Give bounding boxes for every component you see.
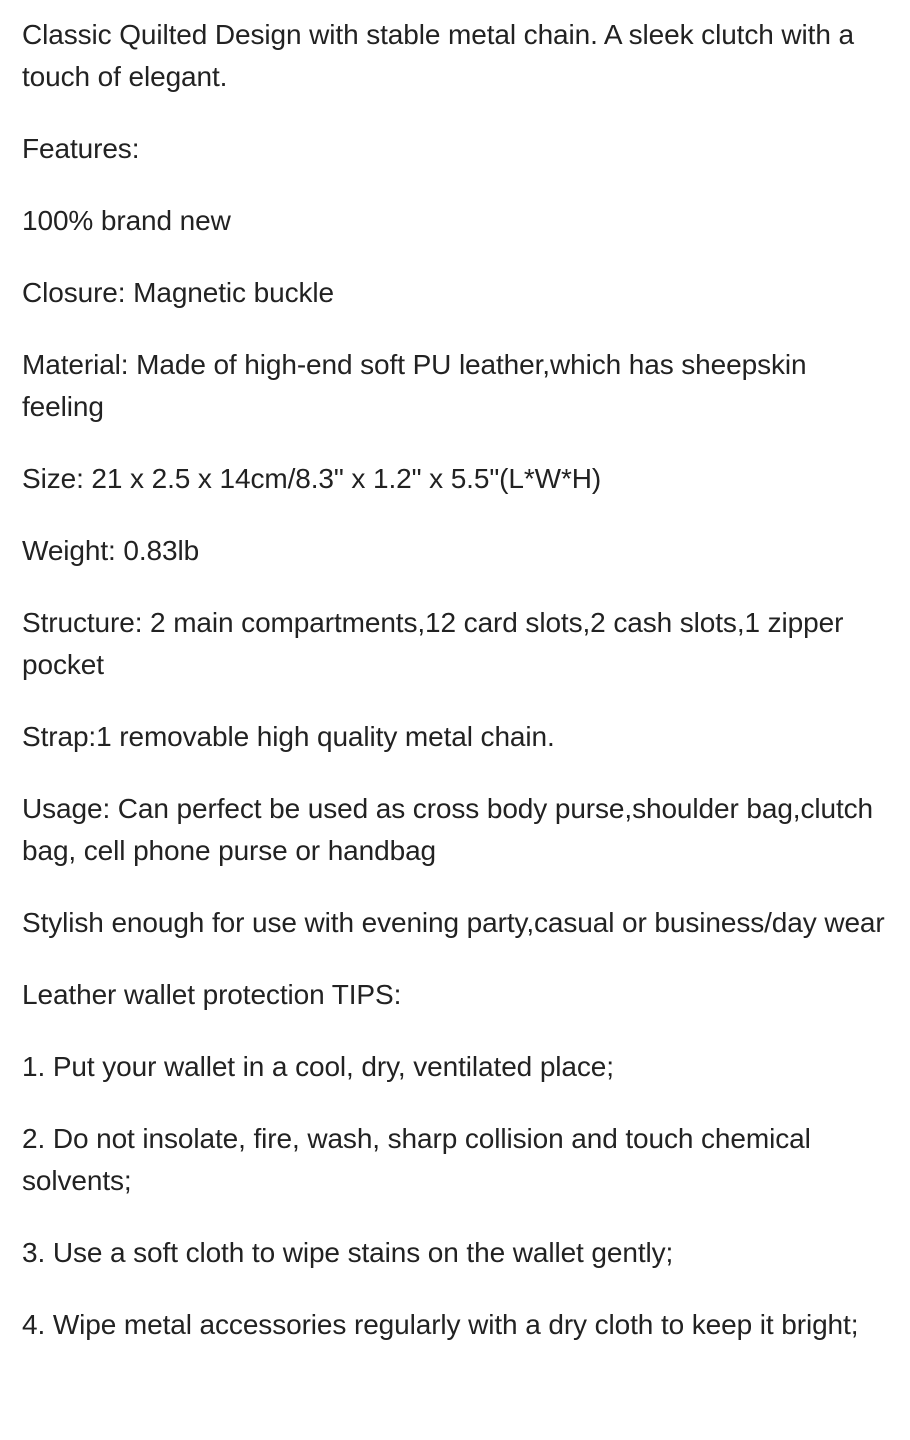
- feature-usage: Usage: Can perfect be used as cross body purse,shoulder bag,clutch bag, cell phone purse or handbag: [22, 793, 874, 866]
- feature-closure: Closure: Magnetic buckle: [22, 277, 334, 308]
- features-heading: Features:: [22, 133, 140, 164]
- tip-3: 3. Use a soft cloth to wipe stains on the wallet gently;: [22, 1237, 674, 1268]
- feature-strap: Strap:1 removable high quality metal chain.: [22, 721, 555, 752]
- tip-1: 1. Put your wallet in a cool, dry, ventilated place;: [22, 1051, 614, 1082]
- feature-weight: Weight: 0.83lb: [22, 535, 200, 566]
- feature-material: Material: Made of high-end soft PU leather,which has sheepskin feeling: [22, 349, 807, 422]
- feature-brand-new: 100% brand new: [22, 205, 231, 236]
- description-intro: Classic Quilted Design with stable metal chain. A sleek clutch with a touch of elegant.: [22, 19, 854, 92]
- tip-2: 2. Do not insolate, fire, wash, sharp collision and touch chemical solvents;: [22, 1123, 811, 1196]
- feature-structure: Structure: 2 main compartments,12 card slots,2 cash slots,1 zipper pocket: [22, 607, 844, 680]
- feature-style: Stylish enough for use with evening party,casual or business/day wear: [22, 907, 885, 938]
- feature-size: Size: 21 x 2.5 x 14cm/8.3" x 1.2" x 5.5"(L*W*H): [22, 463, 602, 494]
- tip-4: 4. Wipe metal accessories regularly with a dry cloth to keep it bright;: [22, 1309, 859, 1340]
- tips-heading: Leather wallet protection TIPS:: [22, 979, 402, 1010]
